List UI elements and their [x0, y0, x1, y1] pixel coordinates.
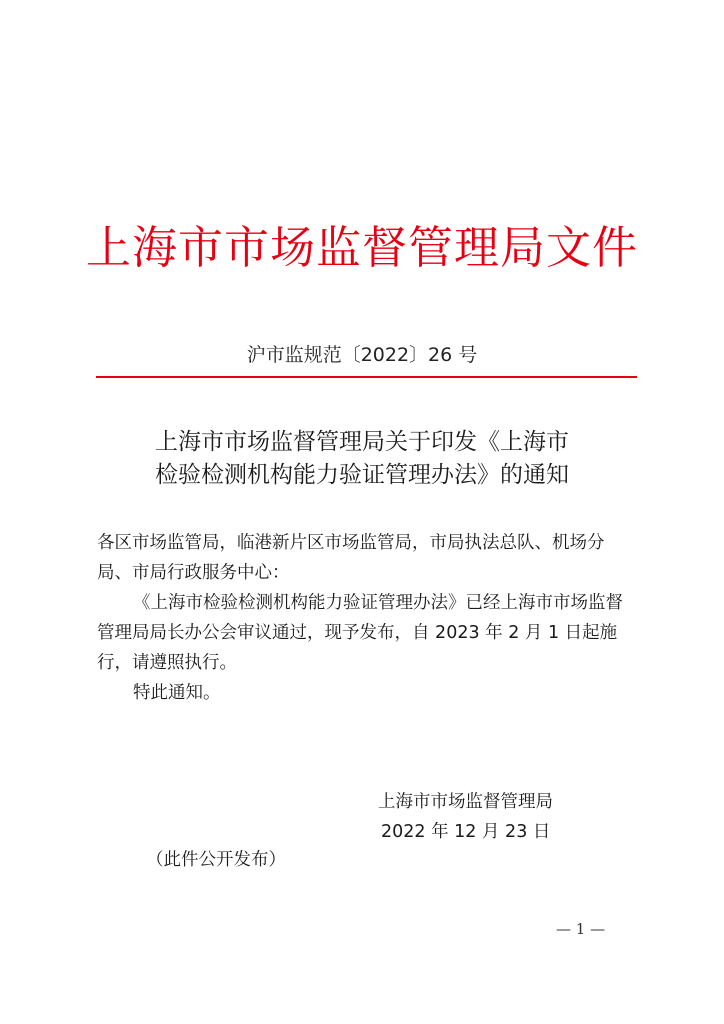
issue-date: 2022 年 12 月 23 日 — [381, 822, 551, 842]
body-paragraph-main: 《上海市检验检测机构能力验证管理办法》已经上海市市场监督管理局局长办公会审议通过，现予发布，自 2023 年 2 月 1 日起施行，请遵照执行。 — [97, 593, 623, 673]
signature-block — [378, 787, 553, 847]
issuer-name: 上海市市场监督管理局 — [378, 792, 553, 812]
document-body — [97, 528, 637, 708]
document-title-line-1: 上海市市场监督管理局关于印发《上海市 — [155, 429, 569, 455]
body-paragraph-closing: 特此通知。 — [133, 683, 221, 703]
masthead-title: 上海市市场监督管理局文件 — [85, 221, 638, 274]
document-title — [90, 426, 634, 492]
page-number: — 1 — — [556, 920, 606, 938]
document-title-line-2: 检验检测机构能力验证管理办法》的通知 — [155, 462, 569, 488]
public-release-note: （此件公开发布） — [146, 850, 286, 870]
red-divider-line — [96, 376, 637, 378]
recipients-paragraph: 各区市场监管局，临港新片区市场监管局，市局执法总队、机场分局、市局行政服务中心： — [97, 533, 605, 583]
document-number: 沪市监规范〔2022〕26 号 — [246, 344, 478, 366]
